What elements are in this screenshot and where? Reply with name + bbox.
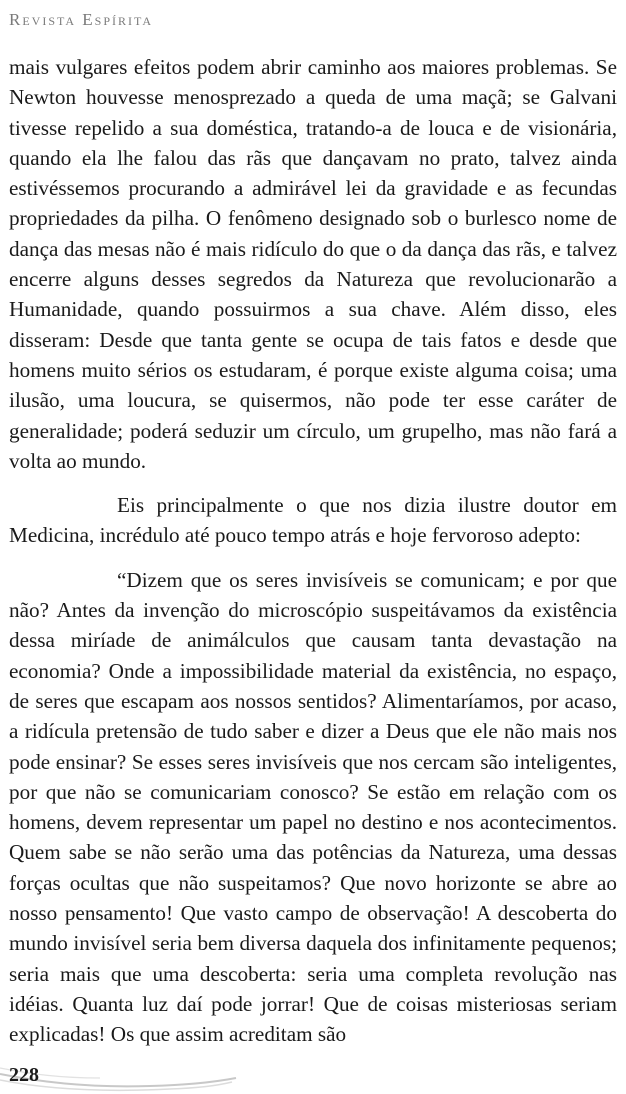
paragraph-doctor-intro: Eis principalmente o que nos dizia ilustre doutor em Medicina, incrédulo até pouco tempo atrás e hoje fervoroso adepto: [9, 493, 617, 548]
page-number: 228 [9, 1064, 39, 1086]
paragraph-continuation: mais vulgares efeitos podem abrir caminho aos maiores problemas. Se Newton houvesse menosprezado a queda de uma maçã; se Galvani tivesse repelido a sua doméstica, tratando-a de louca e de visionária, quando ela lhe falou das rãs que dançavam no prato, talvez ainda estivéssemos procurando a admirável lei da gravidade e as fecundas propriedades da pilha. O fenômeno designado sob o burlesco nome de dança das mesas não é mais ridículo do que o da dança das rãs, e talvez encerre alguns desses segredos da Natureza que revolucionarão a Humanidade, quando possuirmos a sua chave. Além disso, eles disseram: Desde que tanta gente se ocupa de tais fatos e desde que homens muito sérios os estudaram, é porque existe alguma coisa; uma ilusão, uma loucura, se quisermos, não pode ter esse caráter de generalidade; poderá seduzir um círculo, um grupelho, mas não fará a volta ao mundo. [9, 55, 617, 473]
page-body [9, 52, 617, 1050]
paragraph-quotation: “Dizem que os seres invisíveis se comunicam; e por que não? Antes da invenção do microscópio suspeitávamos da existência dessa miríade de animálculos que causam tanta devastação na economia? Onde a impossibilidade material da existência, no espaço, de seres que escapam aos nossos sentidos? Alimentaríamos, por acaso, a ridícula pretensão de tudo saber e dizer a Deus que ele não mais nos pode ensinar? Se esses seres invisíveis que nos cercam são inteligentes, por que não se comunicariam conosco? Se estão em relação com os homens, devem representar um papel no destino e nos acontecimentos. Quem sabe se não serão uma das potências da Natureza, uma dessas forças ocultas que não suspeitamos? Que novo horizonte se abre ao nosso pensamento! Que vasto campo de observação! A descoberta do mundo invisível seria bem diversa daquela dos infinitamente pequenos; seria mais que uma descoberta: seria uma completa revolução nas idéias. Quanta luz daí pode jorrar! Que de coisas misteriosas seriam explicadas! Os que assim acreditam são [9, 567, 617, 1047]
running-header: Revista Espírita [9, 10, 154, 29]
